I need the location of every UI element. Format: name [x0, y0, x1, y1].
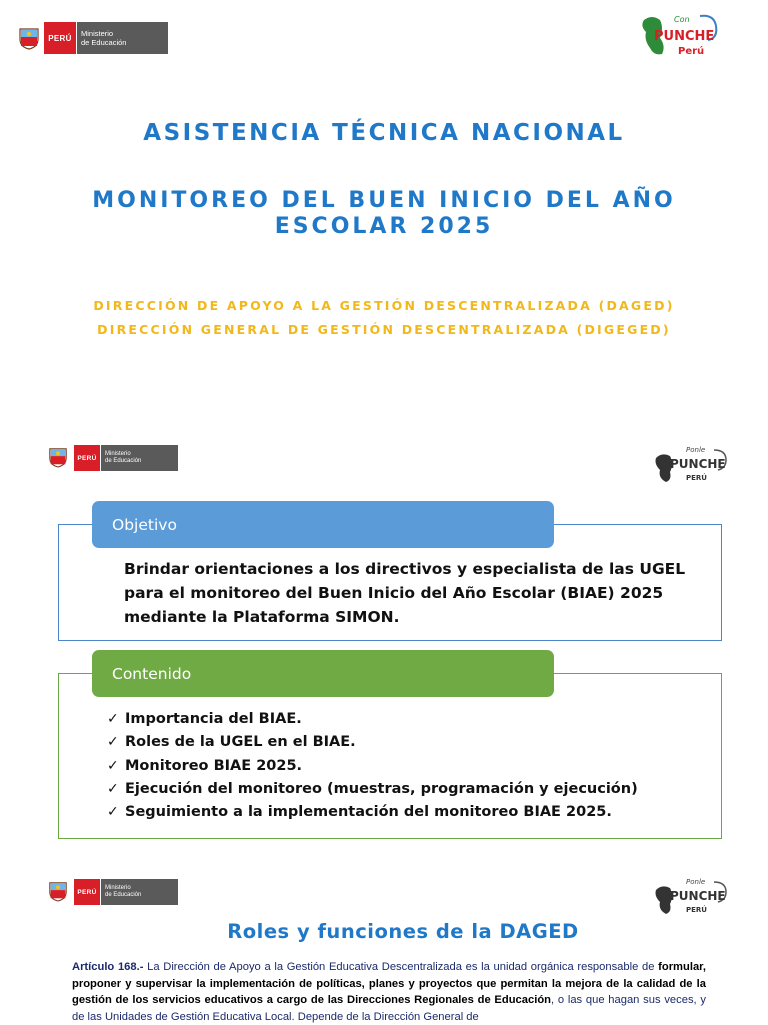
svg-text:PUNCHE: PUNCHE [670, 457, 726, 471]
list-item: ✓ Roles de la UGEL en el BIAE. [107, 731, 638, 754]
presentation-subtitle: MONITOREO DEL BUEN INICIO DEL AÑO ESCOLAR 2025 [92, 188, 676, 239]
check-icon: ✓ [107, 757, 119, 774]
svg-text:Ponle: Ponle [686, 878, 706, 886]
peru-map-icon [638, 10, 722, 60]
office-digeged: DIRECCIÓN GENERAL DE GESTIÓN DESCENTRALIZADA (DIGEGED) [97, 322, 671, 337]
coat-of-arms-icon [48, 446, 70, 470]
peru-map-icon [652, 874, 730, 916]
svg-text:Ponle: Ponle [686, 446, 706, 454]
peru-label: PERÚ [74, 445, 100, 471]
content-list [107, 708, 638, 824]
minedu-logo [48, 879, 178, 905]
objective-header [92, 501, 554, 548]
office-daged: DIRECCIÓN DE APOYO A LA GESTIÓN DESCENTRALIZADA (DAGED) [93, 298, 675, 313]
svg-text:PUNCHE: PUNCHE [670, 889, 726, 903]
content-header [92, 650, 554, 697]
svg-text:Con: Con [674, 15, 690, 24]
peru-label: PERÚ [74, 879, 100, 905]
campaign-logo [652, 874, 730, 916]
svg-text:PERÚ: PERÚ [686, 474, 707, 482]
ministry-label: Ministerio de Educación [76, 22, 168, 54]
minedu-logo [48, 445, 178, 471]
check-icon: ✓ [107, 780, 119, 797]
slide-title [0, 0, 768, 400]
ministry-label: Ministerio de Educación [100, 445, 178, 471]
coat-of-arms-icon [18, 26, 40, 50]
check-icon: ✓ [107, 804, 119, 821]
list-item: ✓ Ejecución del monitoreo (muestras, programación y ejecución) [107, 778, 638, 801]
list-item: ✓ Monitoreo BIAE 2025. [107, 755, 638, 778]
svg-text:PERÚ: PERÚ [686, 906, 707, 914]
svg-text:PUNCHE: PUNCHE [654, 29, 715, 44]
roles-title: Roles y funciones de la DAGED [227, 920, 579, 943]
objective-label: Objetivo [112, 515, 177, 534]
slide-roles [0, 866, 768, 1024]
peru-map-icon [652, 442, 730, 484]
ministry-label: Ministerio de Educación [100, 879, 178, 905]
list-item: ✓ Importancia del BIAE. [107, 708, 638, 731]
campaign-logo [638, 10, 722, 60]
campaign-logo [652, 442, 730, 484]
article-text: Artículo 168.- La Dirección de Apoyo a la Gestión Educativa Descentralizada es la unidad orgánica responsable de formular, proponer y supervisar la implementación de políticas, planes y proyectos que permitan la mejora de la calidad de la gestión de los servicios educativos a cargo de las Direcciones Regionales de Educación, o las que hagan sus veces, y de las Unidades de Gestión Educativa Local. Depende de la Dirección General de [72, 961, 707, 1023]
list-item: ✓ Seguimiento a la implementación del monitoreo BIAE 2025. [107, 801, 638, 824]
peru-label: PERÚ [44, 22, 76, 54]
svg-text:Perú: Perú [678, 46, 705, 57]
presentation-title: ASISTENCIA TÉCNICA NACIONAL [143, 120, 625, 146]
minedu-logo [18, 22, 168, 54]
article-label: Artículo 168.- [72, 961, 144, 973]
coat-of-arms-icon [48, 880, 70, 904]
objective-text: Brindar orientaciones a los directivos y especialista de las UGEL para el monitoreo del Buen Inicio del Año Escolar (BIAE) 2025 mediante la Plataforma SIMON. [124, 560, 686, 626]
check-icon: ✓ [107, 734, 119, 751]
content-label: Contenido [112, 664, 192, 683]
check-icon: ✓ [107, 711, 119, 727]
slide-objectives [0, 432, 768, 852]
